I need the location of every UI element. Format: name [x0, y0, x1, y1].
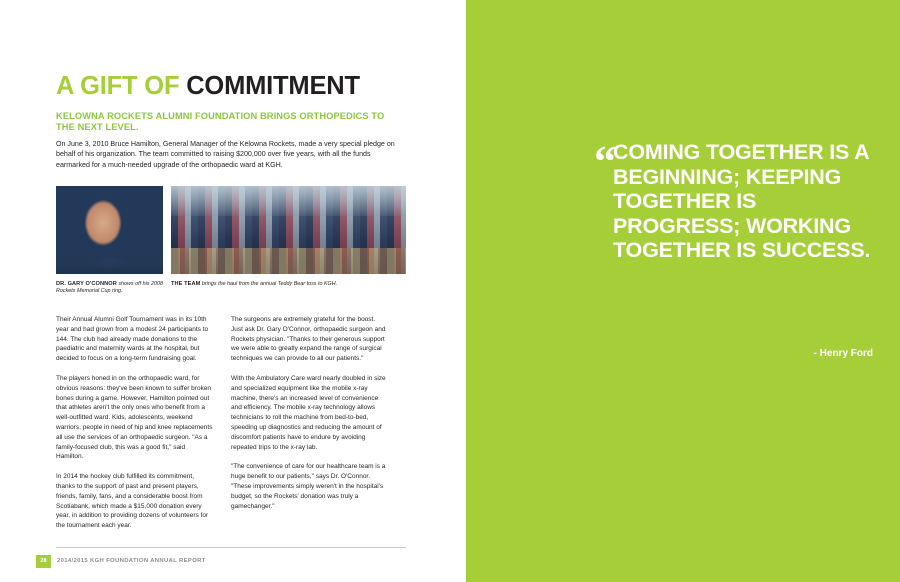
pull-quote: COMING TOGETHER IS A BEGINNING; KEEPING TOGETHER IS PROGRESS; WORKING TOGETHER IS SUCCESS. [613, 140, 871, 262]
caption-right-lead: THE TEAM [171, 281, 201, 287]
quotation-mark-icon: “ [594, 137, 616, 186]
article-lede: On June 3, 2010 Bruce Hamilton, General Manager of the Kelowna Rockets, made a very special pledge on behalf of his organization. The team committed to raising $200,000 over five years, with all the funds earmarked for a much-needed upgrade of the orthopaedic ward at KGH. [56, 140, 395, 169]
paragraph: With the Ambulatory Care ward nearly doubled in size and specialized equipment like the mobile x-ray machine, there's an increased level of convenience and efficiency. The mobile x-ray technology allows technicians to roll the machine from bed-to-bed, speeding up diagnostics and reducing the amount of discomfort patients have to endure by avoiding repeated trips to the x-ray lab. [231, 374, 386, 451]
quote-page [466, 0, 900, 582]
body-column-two [231, 315, 388, 521]
headline-dark: COMMITMENT [186, 72, 360, 100]
page-title [56, 72, 360, 101]
paragraph: The surgeons are extremely grateful for the boost. Just ask Dr. Gary O'Connor, orthopaedic surgeon and Rockets physician. "Thanks to their generous support we were able to greatly expand the range of surgical techniques we can provide to all our patients." [231, 316, 386, 363]
photo-dr-oconnor-image [56, 186, 163, 274]
photo-dr-oconnor [56, 186, 163, 274]
quote-attribution: - Henry Ford [813, 348, 873, 359]
footer-divider [56, 547, 406, 548]
paragraph: In 2014 the hockey club fulfilled its commitment, thanks to the support of past and present players, friends, family, fans, and a considerable boost from Scotiabank, which made a $15,000 donation every year, in addition to providing dozens of volunteers for the tournament each year. [56, 473, 209, 530]
caption-left-lead: DR. GARY O'CONNOR [56, 281, 117, 287]
page-number-badge: 28 [36, 555, 51, 568]
page-footer [36, 554, 206, 568]
body-column-one [56, 315, 213, 541]
paragraph: Their Annual Alumni Golf Tournament was in its 10th year and had grown from a modest 24 participants to 144. The club had already made donations to the paediatric and maternity wards at the hospital, but decided to focus on a long-term fundraising goal. [56, 316, 209, 363]
caption-left [56, 281, 163, 296]
paragraph: The players honed in on the orthopaedic ward, for obvious reasons: they've been known to suffer broken bones during a game. However, Hamilton pointed out that athletes aren't the only ones who benefit from a well-outfitted ward. Kids, adolescents, weekend warriors, people in need of hip and knee replacements all use the services of an orthopaedic surgeon. "As a family-focused club, this was a good fit," said Hamilton. [56, 374, 213, 461]
paragraph: "The convenience of care for our healthcare team is a huge benefit to our patients," says Dr. O'Connor. "These improvements simply weren't in the hospital's budget, so the Rockets' donation was truly a gamechanger." [231, 463, 386, 510]
footer-label: 2014/2015 KGH FOUNDATION ANNUAL REPORT [57, 558, 206, 564]
caption-right [171, 281, 406, 288]
article-subhead: KELOWNA ROCKETS ALUMNI FOUNDATION BRINGS ORTHOPEDICS TO THE NEXT LEVEL. [56, 111, 385, 133]
caption-right-text: brings the haul from the annual Teddy Bear toss to KGH. [200, 281, 338, 287]
photo-team-image [171, 186, 406, 274]
caption-left-text: shows off his 2008 Rockets Memorial Cup ring. [56, 281, 163, 295]
headline-green: A GIFT OF [56, 72, 187, 100]
photo-team [171, 186, 406, 274]
